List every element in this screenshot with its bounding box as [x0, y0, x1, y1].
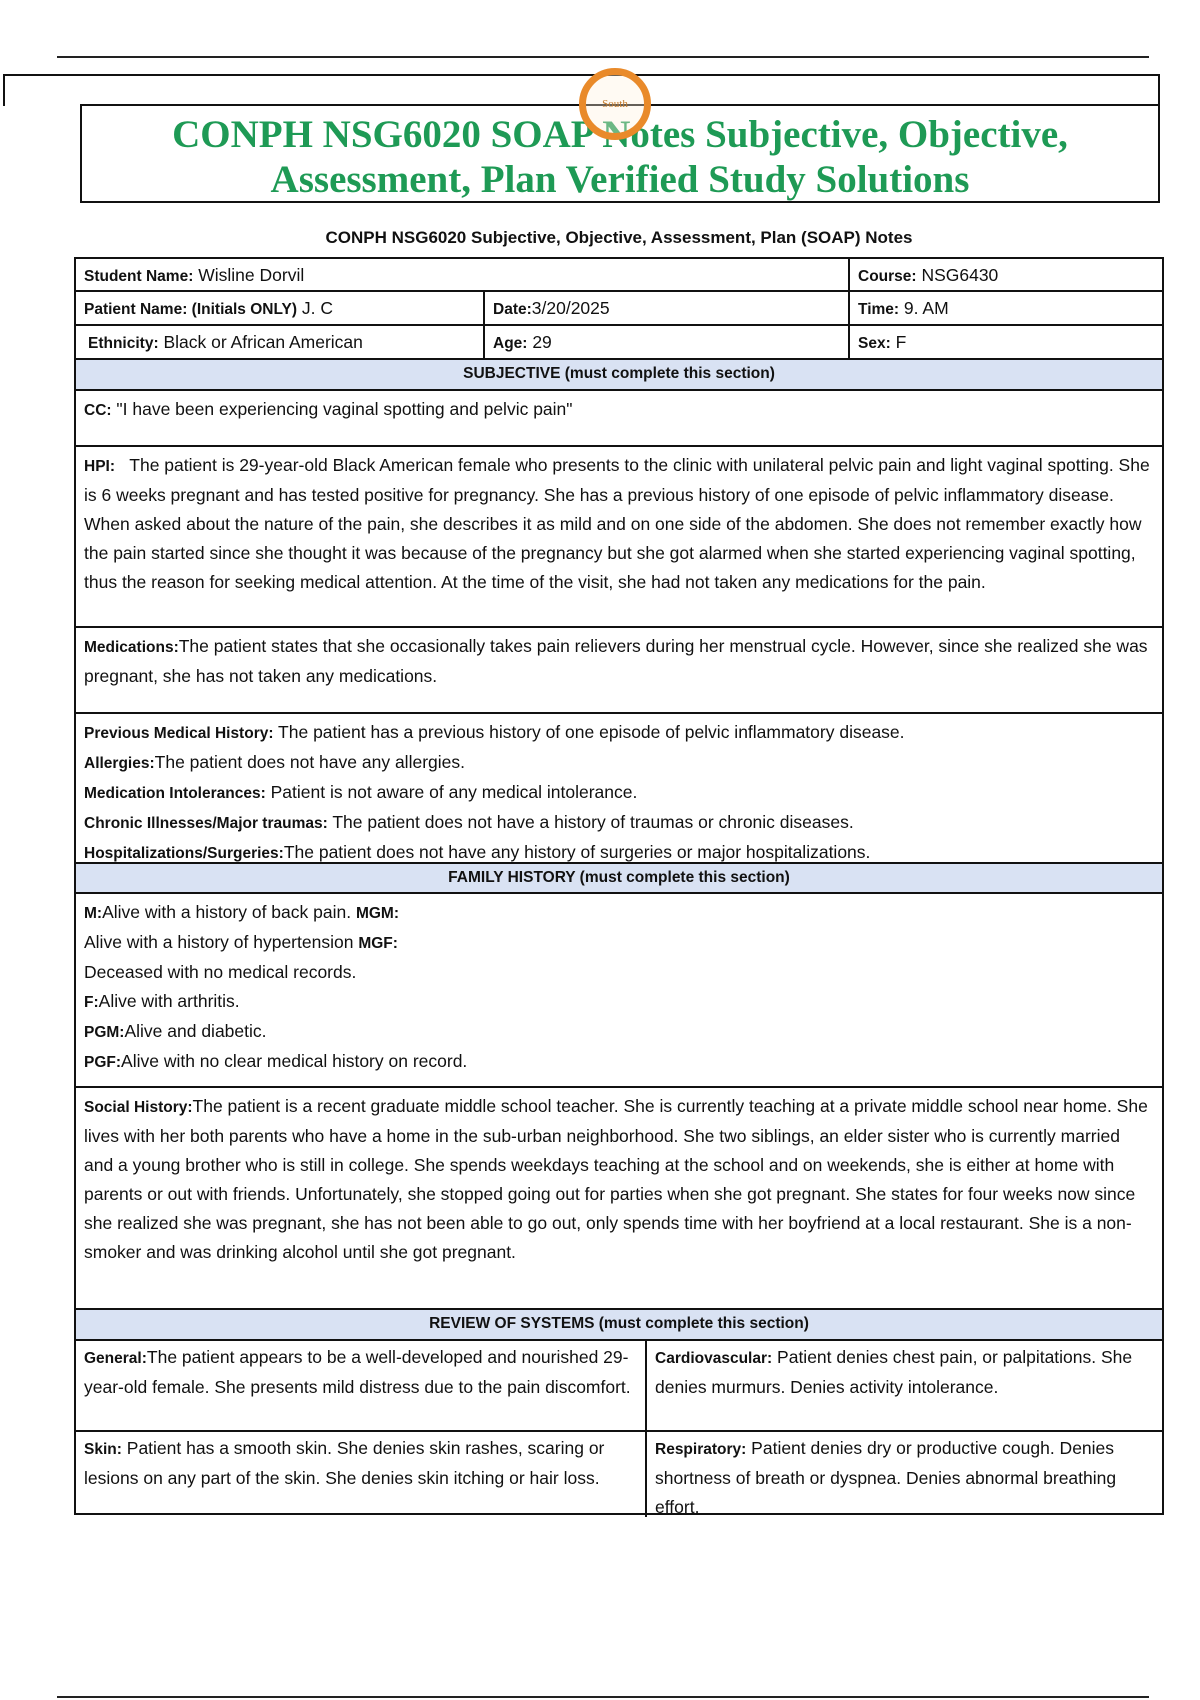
subjective-header: SUBJECTIVE (must complete this section)	[76, 360, 1162, 391]
respiratory-text: Patient denies dry or productive cough. Denies shortness of breath or dyspnea. Denies abnormal breathing effort.	[655, 1438, 1117, 1517]
label: Medication Intolerances:	[84, 785, 266, 802]
social-history	[76, 1088, 1162, 1310]
label: Skin:	[84, 1441, 122, 1458]
chief-complaint	[76, 391, 1162, 447]
family-history	[76, 894, 1162, 1088]
soap-table	[74, 257, 1164, 1515]
ros-header: REVIEW OF SYSTEMS (must complete this section)	[76, 1310, 1162, 1341]
student-name-cell	[76, 259, 848, 290]
label: Previous Medical History:	[84, 725, 274, 742]
date: 3/20/2025	[531, 298, 610, 318]
ethnicity: Black or African American	[158, 332, 363, 352]
document-title: CONPH NSG6020 Subjective, Objective, Assessment, Plan (SOAP) Notes	[325, 228, 913, 247]
label: PGF:	[84, 1054, 122, 1071]
cardio-text: Patient denies chest pain, or palpitations. She denies murmurs. Denies activity intolerance.	[655, 1347, 1133, 1397]
label: F:	[84, 994, 99, 1011]
medications	[76, 628, 1162, 714]
label: Student Name:	[84, 268, 194, 285]
text: The patient has a previous history of one episode of pelvic inflammatory disease.	[273, 722, 905, 742]
general-text: The patient appears to be a well-developed and nourished 29-year-old female. She presents mild distress due to the pain discomfort.	[84, 1347, 631, 1397]
history-item	[84, 808, 1154, 838]
ros-respiratory	[645, 1432, 1162, 1517]
label: Age:	[493, 335, 528, 352]
label: Sex:	[858, 335, 891, 352]
pgf-text: Alive with no clear medical history on record.	[121, 1051, 468, 1071]
hpi-text: The patient is 29-year-old Black American female who presents to the clinic with unilateral pelvic pain and light vaginal spotting. She is 6 weeks pregnant and has tested positive for pregnancy. She has a previous history of one episode of pelvic inflammatory disease. When asked about the nature of the pain, she describes it as mild and on one side of the abdomen. She does not remember exactly how the pain started since she thought it was because of the pregnancy but she got alarmed when she started experiencing vaginal spotting, thus the reason for seeking medical attention. At the time of the visit, she had not taken any medications for the pain.	[84, 455, 1155, 592]
patient-initials: J. C	[297, 298, 334, 318]
pgm-text: Alive and diabetic.	[124, 1021, 267, 1041]
label: M:	[84, 905, 103, 922]
label: MGF:	[358, 935, 398, 952]
label: PGM:	[84, 1024, 125, 1041]
ros-row-1	[76, 1341, 1162, 1432]
text: The patient does not have any history of surgeries or major hospitalizations.	[283, 842, 871, 862]
label: Time:	[858, 301, 900, 318]
medications-text: The patient states that she occasionally takes pain relievers during her menstrual cycle. However, since she realized she was pregnant, she has not taken any medications.	[84, 636, 1148, 686]
label: HPI:	[84, 458, 115, 475]
sex: F	[890, 332, 907, 352]
age-cell	[483, 326, 848, 358]
date-cell	[483, 292, 848, 324]
family-history-header: FAMILY HISTORY (must complete this section)	[76, 864, 1162, 894]
college-logo-icon	[579, 68, 651, 140]
label: MGM:	[355, 905, 399, 922]
social-history-text: The patient is a recent graduate middle school teacher. She is currently teaching at a private middle school near home. She lives with her both parents who have a home in the sub-urban neighborhood. She two siblings, an elder sister who is currently married and a young brother who is still in college. She spends weekdays teaching at the school and on weekends, she is either at home with parents or out with friends. Unfortunately, she stopped going out for parties when she got pregnant. She states for four weeks now since she realized she was pregnant, she has not been able to go out, only spends time with her boyfriend at a local restaurant. She is a non-smoker and was drinking alcohol until she got pregnant.	[84, 1096, 1148, 1262]
mgm-text: Alive with a history of hypertension	[84, 932, 359, 952]
hpi	[76, 447, 1162, 628]
history-item	[84, 778, 1154, 808]
top-rule	[57, 56, 1149, 58]
ros-cardiovascular	[645, 1341, 1162, 1430]
mother-text: Alive with a history of back pain.	[102, 902, 356, 922]
label: Hospitalizations/Surgeries:	[84, 845, 284, 862]
text: The patient does not have any allergies.	[154, 752, 465, 772]
course-cell	[848, 259, 1162, 290]
label: Date:	[493, 301, 532, 318]
label: Ethnicity:	[88, 335, 159, 352]
bottom-rule	[57, 1696, 1149, 1698]
history-item	[84, 718, 1154, 748]
banner-title-line-1: CONPH NSG6020 SOAP Notes Subjective, Objective,	[172, 113, 1068, 156]
course: NSG6430	[916, 265, 999, 285]
ethnicity-cell	[76, 326, 483, 358]
skin-text: Patient has a smooth skin. She denies skin rashes, scaring or lesions on any part of the skin. She denies skin itching or hair loss.	[84, 1438, 605, 1488]
medical-history	[76, 714, 1162, 864]
text: Patient is not aware of any medical intolerance.	[265, 782, 638, 802]
label: Social History:	[84, 1099, 193, 1116]
ros-skin	[76, 1432, 645, 1517]
logo-text: South	[602, 98, 628, 110]
mgf-text: Deceased with no medical records.	[84, 962, 357, 982]
cc-text: "I have been experiencing vaginal spotting and pelvic pain"	[111, 399, 573, 419]
age: 29	[527, 332, 552, 352]
ethnicity-row	[76, 326, 1162, 360]
time: 9. AM	[899, 298, 949, 318]
student-row	[76, 259, 1162, 292]
ros-row-2	[76, 1432, 1162, 1517]
label: Chronic Illnesses/Major traumas:	[84, 815, 328, 832]
label: General:	[84, 1350, 147, 1367]
label: Patient Name: (Initials ONLY)	[84, 301, 298, 318]
ros-general	[76, 1341, 645, 1430]
patient-cell	[76, 292, 483, 324]
time-cell	[848, 292, 1162, 324]
label: Cardiovascular:	[655, 1350, 773, 1367]
label: Respiratory:	[655, 1441, 747, 1458]
student-name: Wisline Dorvil	[193, 265, 305, 285]
history-item	[84, 748, 1154, 778]
label: Medications:	[84, 639, 179, 656]
label: Allergies:	[84, 755, 155, 772]
sex-cell	[848, 326, 1162, 358]
patient-row	[76, 292, 1162, 326]
label: CC:	[84, 402, 112, 419]
label: Course:	[858, 268, 917, 285]
father-text: Alive with arthritis.	[98, 991, 240, 1011]
banner-title-line-2: Assessment, Plan Verified Study Solutions	[270, 158, 970, 201]
text: The patient does not have a history of traumas or chronic diseases.	[327, 812, 854, 832]
